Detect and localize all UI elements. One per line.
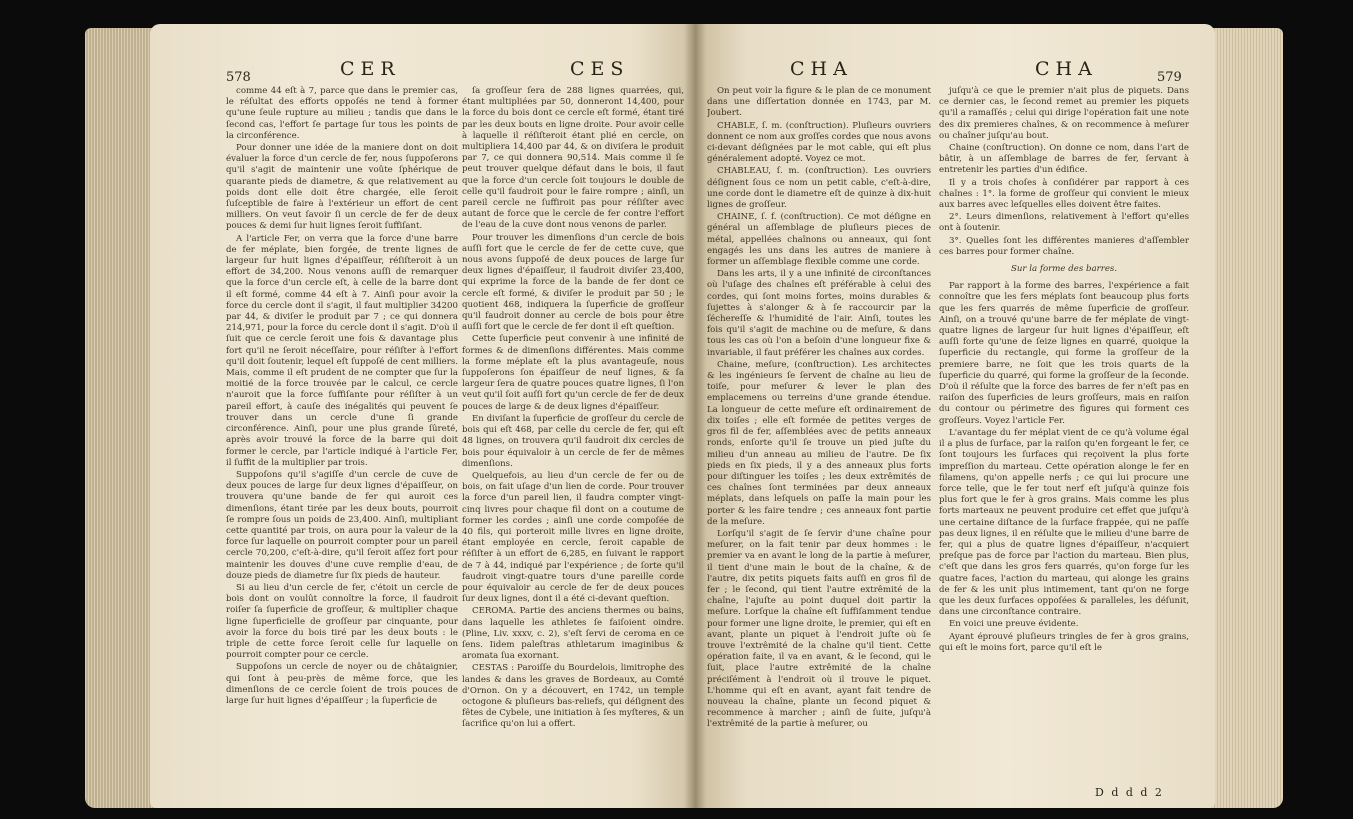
section-heading: Sur la forme des barres. — [1010, 264, 1118, 275]
paragraph: 3°. Quelles ſont les différentes manieres d'aſſembler ces barres pour former chaîne. — [939, 235, 1189, 257]
paragraph: Quelquefois, au lieu d'un cercle de fer ou de bois, on fait uſage d'un lien de corde. Pour trouver la force d'un pareil lien, il faudra compter vingt-cinq livres pour chaque fil dont on a coutume de former les cordes ; ainſi une corde compoſée de 40 fils, qui porteroit mille livres en ligne droite, étant employée en cercle, ſeroit capable de réſiſter à un effort de 6,285, en ſuivant le rapport de 7 à 44, indiqué par l'expérience ; de ſorte qu'il faudroit vingt-quatre tours d'une pareille corde pour équivaloir au cercle de fer de deux pouces ſur deux lignes, dont il a été ci-devant queſtion. — [462, 470, 684, 605]
paragraph: CESTAS : Paroiſſe du Bourdelois, limitrophe des landes & dans les graves de Bordeaux, au Comté d'Ornon. On y a découvert, en 1742, un temple octogone & pluſieurs bas-reliefs, qui déſignent des fêtes de Cybele, une initiation à ſes myſteres, & un ſacrifice qu'on lui a offert. — [462, 663, 684, 730]
left-page-edges — [85, 28, 155, 808]
right-page-edges — [1205, 28, 1283, 808]
paragraph: CHAINE, ſ. f. (conſtruction). Ce mot déſigne en général un aſſemblage de pluſieurs pieces de métal, appellées chaînons ou anneaux, qui ſont engagés les uns dans les autres de maniere à former un aſſemblage flexible comme une corde. — [707, 212, 931, 268]
paragraph: A l'article Fer, on verra que la force d'une barre de fer méplate, bien forgée, de trente lignes de largeur ſur huit lignes d'épaiſſeur, réſiſteroit à un effort de 34,200. Nous venons auſſi de remarquer que la force d'un cercle eſt, à celle de la barre dont il eſt formé, comme 44 eſt à 7. Ainſi pour avoir la force du cercle dont il s'agit, il faut multiplier 34200 par 44, & diviſer le produit par 7 ; ce qui donnera 214,971, pour la force du cercle dont il s'agit. D'où il ſuit que ce cercle ſeroit une fois & davantage plus fort qu'il ne ſeroit néceſſaire, pour réſiſter à l'effort qu'il doit ſoutenir, lequel eſt ſuppoſé de cent milliers. Mais, comme il eſt prudent de ne compter que ſur la moitié de la force trouvée par le calcul, ce cercle n'auroit que la force ſuffiſante pour réſiſter à un pareil effort, à cauſe des inégalités qui peuvent ſe trouver dans un cercle d'une ſi grande circonférence. Ainſi, pour une plus grande ſûreté, après avoir trouvé la force de la barre qui doit former le cercle, par l'article indiqué à l'article Fer, il ſuffit de la multiplier par trois. — [226, 233, 458, 468]
paragraph: CEROMA. Partie des anciens thermes ou bains, dans laquelle les athletes ſe faiſoient oindre. (Pline, Liv. xxxv, c. 2), s'eſt ſervi de ceroma en ce ſens. Iidem paleſtras athletarum imaginibus & aromata ſua exornant. — [462, 606, 684, 662]
paragraph: Si au lieu d'un cercle de fer, c'étoit un cercle de bois dont on voulût connoître la force, il faudroit roiſer ſa ſuperficie de groſſeur, & multiplier chaque ligne ſuperficielle de groſſeur par cinquante, pour avoir la force du bois tiré par les deux bouts : le triple de cette force ſeroit celle ſur laquelle on pourroit compter pour ce cercle. — [226, 582, 458, 661]
left-column-2 — [462, 86, 684, 796]
paragraph: Suppoſons un cercle de noyer ou de châtaignier, qui ſont à peu-près de même force, que les dimenſions de ce cercle ſoient de trois pouces de large ſur huit lignes d'épaiſſeur ; la ſuperficie de — [226, 662, 458, 706]
paragraph: CHABLEAU, ſ. m. (conſtruction). Les ouvriers déſignent ſous ce nom un petit cable, c'eſt-à-dire, une corde dont le diametre eſt de quinze à dix-huit lignes de groſſeur. — [707, 166, 931, 211]
left-page — [150, 24, 695, 808]
right-column-1 — [707, 86, 931, 796]
running-head-left-1: CER — [340, 58, 401, 80]
right-page — [695, 24, 1215, 808]
paragraph: En diviſant la ſuperficie de groſſeur du cercle de bois qui eſt 468, par celle du cercle de fer, qui eſt 48 lignes, on trouvera qu'il faudroit dix cercles de bois pour équivaloir à un cercle de fer de mêmes dimenſions. — [462, 413, 684, 469]
paragraph: juſqu'à ce que le premier n'ait plus de piquets. Dans ce dernier cas, le ſecond remet au premier les piquets qu'il a ramaſſés ; celui qui dirige l'opération fait une note des dix premieres chaînes, & on recommence à meſurer ou chaîner juſqu'au bout. — [939, 86, 1189, 141]
paragraph: Chaine, meſure, (conſtruction). Les architectes & les ingénieurs ſe ſervent de chaîne au lieu de toiſe, pour meſurer & lever le plan des emplacemens ou terreins d'une grande étendue. La longueur de cette meſure eſt ordinairement de dix toiſes ; elle eſt formée de petites verges de gros fil de fer, aſſemblées avec de petits anneaux ronds, enſorte qu'il ſe trouve un pied juſte du milieu d'un anneau au milieu de l'autre. De ſix pieds en ſix pieds, il y a des anneaux plus forts pour diſtinguer les toiſes ; les deux extrêmités de ces chaînes ſont terminées par deux anneaux méplats, dans leſquels on paſſe la main pour les porter & les faire tendre ; ces anneaux font partie de la meſure. — [707, 359, 931, 527]
paragraph: comme 44 eſt à 7, parce que dans le premier cas, le réſultat des efforts oppoſés ne tend à former qu'une ſeule rupture au milieu ; tandis que dans le ſecond cas, l'effort ſe partage ſur tous les points de la circonférence. — [226, 86, 458, 141]
paragraph: CHABLE, ſ. m. (conſtruction). Pluſieurs ouvriers donnent ce nom aux groſſes cordes que nous avons ci-devant déſignées par le mot cable, qui eſt plus généralement adopté. Voyez ce mot. — [707, 120, 931, 165]
running-head-left-2: CES — [570, 58, 630, 80]
page-number-left: 578 — [226, 70, 251, 85]
paragraph: On peut voir la figure & le plan de ce monument dans une diſſertation donnée en 1743, par M. Joubert. — [707, 86, 931, 119]
running-head-right-2: CHA — [1035, 58, 1098, 80]
paragraph: Chaine (conſtruction). On donne ce nom, dans l'art de bâtir, à un aſſemblage de barres de fer, ſervant à entretenir les parties d'un édifice. — [939, 143, 1189, 176]
paragraph: Dans les arts, il y a une infinité de circonſtances où l'uſage des chaînes eſt préférable à celui des cordes, qui ſont moins fortes, moins durables & ſujettes à s'alonger & à ſe raccourcir par la ſéchereſſe & l'humidité de l'air. Ainſi, toutes les fois qu'il s'agit de machine ou de meſure, & dans tous les cas où l'on a beſoin d'une longueur fixe & invariable, il faut préférer les chaînes aux cordes. — [707, 269, 931, 358]
running-head-right-1: CHA — [790, 58, 853, 80]
paragraph: Lorſqu'il s'agit de ſe ſervir d'une chaîne pour meſurer, on la fait tenir par deux hommes : le premier va en avant le long de la partie à meſurer, il tient d'une main le bout de la chaîne, & de l'autre, dix petits piquets faits auſſi en gros fil de fer ; le ſecond, qui tient l'autre extrêmité de la chaîne, l'ajuſte au point duquel doit partir la meſure. Lorſque la chaîne eſt ſuffiſamment tendue pour former une ligne droite, le premier, qui eſt en avant, plante un piquet à l'endroit juſte où ſe trouve l'extrêmité de la chaîne qu'il tient. Cette opération faite, il va en avant, & le ſecond, qui le ſuit, place l'autre extrêmité de la chaîne préciſément à l'endroit où il trouve le piquet. L'homme qui eſt en avant, ayant fait tendre de nouveau la chaîne, plante un ſecond piquet & recommence à marcher ; ainſi de ſuite, juſqu'à l'extrêmité de la partie à meſurer, ou — [707, 528, 931, 730]
paragraph: Pour donner une idée de la maniere dont on doit évaluer la force d'un cercle de fer, nous ſuppoſerons qu'il s'agit de maintenir une voûte ſphérique de quarante pieds de diametre, & que relativement au poids dont elle doit être chargée, elle ſeroit ſuſceptible de faire à l'extérieur un effort de cent milliers. On veut ſavoir ſi un cercle de fer de deux pouces & demi ſur huit lignes ſeroit ſuffiſant. — [226, 143, 458, 232]
paragraph: Par rapport à la forme des barres, l'expérience a fait connoître que les fers méplats ſont beaucoup plus forts que les fers quarrés de même ſuperficie de groſſeur. Ainſi, on a trouvé qu'une barre de fer méplate de vingt-quatre lignes de largeur ſur huit lignes d'épaiſſeur, eſt auſſi forte qu'une de ſeize lignes en quarré, quoique la ſuperficie du rectangle, qui forme la groſſeur de la premiere barre, ne ſoit que les trois quarts de la ſuperficie du quarré, qui forme la groſſeur de la ſeconde. D'où il réſulte que la force des barres de fer n'eſt pas en raiſon des ſuperficies de leurs groſſeurs, mais en raiſon du contour ou périmetre des figures qui forment ces groſſeurs. Voyez l'article Fer. — [939, 281, 1189, 426]
left-column-1 — [226, 86, 458, 796]
paragraph: Il y a trois choſes à conſidérer par rapport à ces chaînes : 1°. la forme de groſſeur qui convient le mieux aux barres avec leſquelles elles doivent être faites. — [939, 177, 1189, 211]
page-number-right: 579 — [1157, 70, 1182, 85]
paragraph: 2°. Leurs dimenſions, relativement à l'effort qu'elles ont à ſoutenir. — [939, 212, 1189, 234]
paragraph: Ayant éprouvé pluſieurs tringles de fer à gros grains, qui eſt le moins fort, parce qu'il eſt le — [939, 631, 1189, 653]
paragraph: Suppoſons qu'il s'agiſſe d'un cercle de cuve de deux pouces de large ſur deux lignes d'épaiſſeur, on trouvera qu'une bande de fer qui auroit ces dimenſions, étant tirée par les deux bouts, pourroit ſe rompre ſous un poids de 23,400. Ainſi, multipliant cette quantité par trois, on aura pour la valeur de la force ſur laquelle on pourroit compter pour un pareil cercle 70,200, c'eſt-à-dire, qu'il ſeroit aſſez fort pour maintenir les douves d'une cuve remplie d'eau, de douze pieds de diametre ſur ſix pieds de hauteur. — [226, 469, 458, 581]
paragraph: Cette ſuperficie peut convenir à une infinité de formes & de dimenſions différentes. Mais comme la forme méplate eſt la plus avantageuſe, nous ſuppoſerons ſon épaiſſeur de neuf lignes, & ſa largeur ſera de quatre pouces quatre lignes, ſi l'on veut qu'il ſoit auſſi fort qu'un cercle de fer de deux pouces de large & de deux lignes d'épaiſſeur. — [462, 334, 684, 412]
book-gutter — [684, 24, 706, 808]
paragraph: Pour trouver les dimenſions d'un cercle de bois auſſi fort que le cercle de fer de cette cuve, que nous avons ſuppoſé de deux pouces de large ſur deux lignes d'épaiſſeur, il faudroit diviſer 23,400, qui exprime la force de la bande de fer dont ce cercle eſt formé, & diviſer le produit par 50 ; le quotient 468, indiquera la ſuperficie de groſſeur qu'il faudroit donner au cercle de bois pour être auſſi fort que le cercle de fer dont il eſt queſtion. — [462, 232, 684, 333]
paragraph: ſa groſſeur ſera de 288 lignes quarrées, qui, étant multipliées par 50, donneront 14,400, pour la force du bois dont ce cercle eſt formé, étant tiré par les deux bouts en ligne droite. Pour avoir celle à laquelle il réſiſteroit étant plié en cercle, on multipliera 14,400 par 44, & on diviſera le produit par 7, ce qui donnera 90,514. Mais comme il ſe peut trouver quelque défaut dans le bois, il faut que la force d'un cercle ſoit toujours le double de celle qu'il faudroit pour le faire rompre ; ainſi, un pareil cercle ne ſuffiroit pas pour réſiſter avec autant de force que le cercle de fer contre l'effort de l'eau de la cuve dont nous venons de parler. — [462, 86, 684, 231]
right-column-2 — [939, 86, 1189, 786]
signature-mark: D d d d 2 — [1095, 786, 1164, 799]
paragraph: L'avantage du fer méplat vient de ce qu'à volume égal il a plus de ſurface, par la raiſon qu'en forgeant le fer, ce ſont toujours les ſurfaces qui reçoivent la plus forte impreſſion du marteau. Cette opération alonge le fer en filamens, qu'on appelle nerfs ; ce qui lui procure une force telle, que le fer tout nerf eſt juſqu'à quinze fois plus fort que le fer à gros grains. Mais comme les plus forts marteaux ne peuvent produire cet effet que juſqu'à une certaine diſtance de la ſurface frappée, qui ne paſſe pas deux lignes, il en réſulte que le milieu d'une barre de fer, qui a plus de quatre lignes d'épaiſſeur, n'acquiert preſque pas de force par l'action du marteau. Bien plus, c'eſt que dans les gros fers quarrés, qu'on forge ſur les quatre faces, l'action du marteau, qui alonge les grains de fer & les unit plus intimement, tant qu'on ne forge que les deux ſurfaces oppoſées & paralleles, les déſunit, dans une circonſtance contraire. — [939, 427, 1189, 618]
paragraph: En voici une preuve évidente. — [949, 619, 1079, 630]
